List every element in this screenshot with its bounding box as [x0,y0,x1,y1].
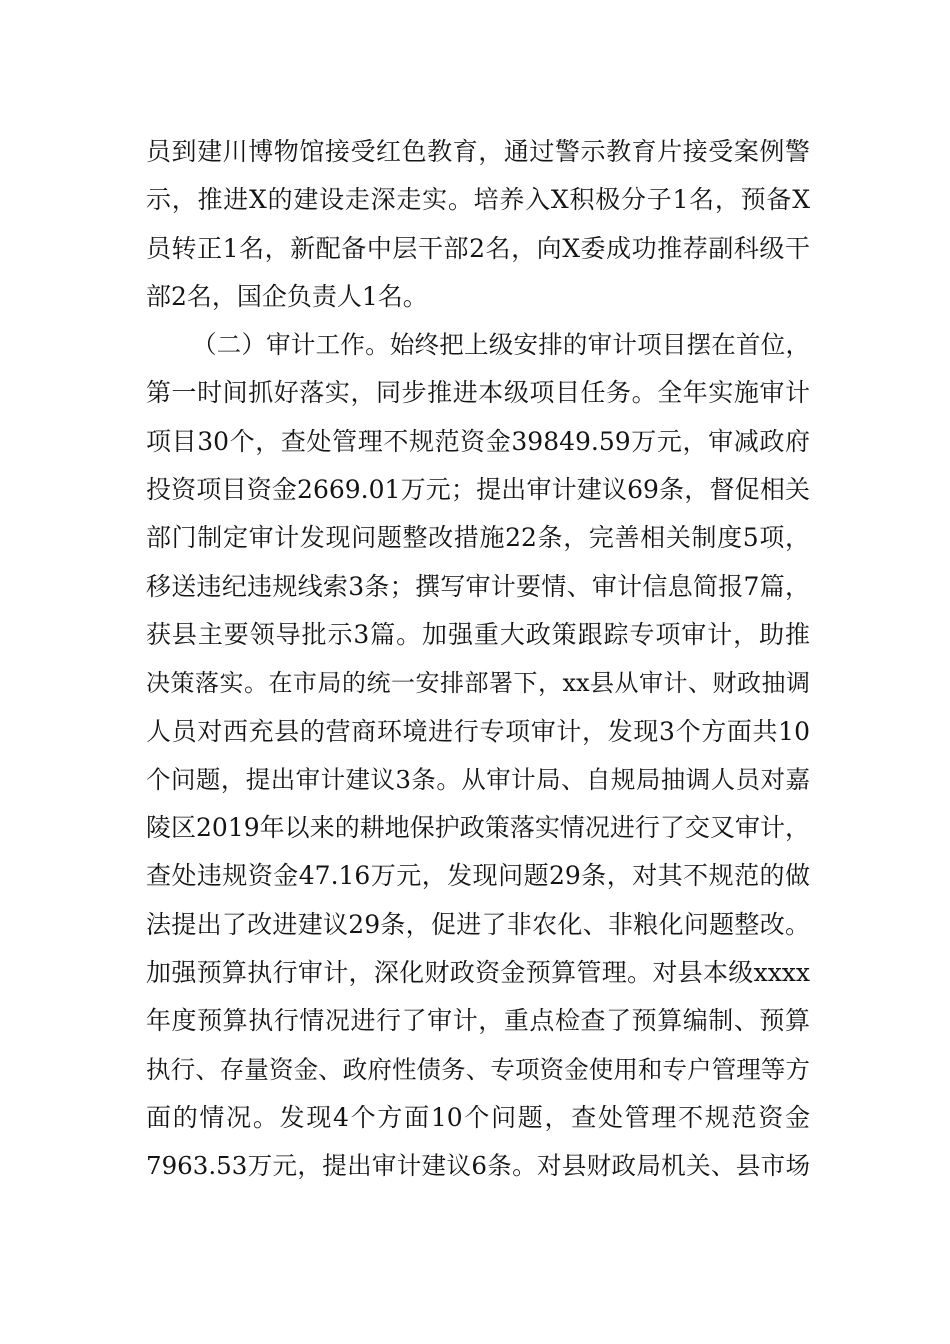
text-line: 决策落实。在市局的统一安排部署下，xx县从审计、财政抽调 [146,669,810,698]
text-line: 移送违纪违规线索3条；撰写审计要情、审计信息简报7篇， [146,571,810,601]
text-line: 7963.53万元，提出审计建议6条。对县财政局机关、县市场 [146,1151,810,1181]
text-line: 投资项目资金2669.01万元；提出审计建议69条，督促相关 [146,475,810,505]
text-line: 执行、存量资金、政府性债务、专项资金使用和专户管理等方 [146,1054,810,1084]
text-line: 加强预算执行审计，深化财政资金预算管理。对县本级xxxx [146,958,810,988]
section-heading-line: （二）审计工作。始终把上级安排的审计项目摆在首位， [192,330,810,360]
text-line: 部门制定审计发现问题整改措施22条，完善相关制度5项， [146,523,810,553]
text-line: 获县主要领导批示3篇。加强重大政策跟踪专项审计，助推 [146,619,810,649]
text-line: 员转正1名，新配备中层干部2名，向X委成功推荐副科级干 [146,233,810,263]
text-line: 个问题，提出审计建议3条。从审计局、自规局抽调人员对嘉 [146,764,810,794]
text-line: 法提出了改进建议29条，促进了非农化、非粮化问题整改。 [146,909,810,939]
text-line: 部2名，国企负责人1名。 [146,281,428,311]
text-line: 项目30个，查处管理不规范资金39849.59万元，审减政府 [146,426,810,456]
text-line: 年度预算执行情况进行了审计，重点检查了预算编制、预算 [146,1006,810,1036]
text-line: 示，推进X的建设走深走实。培养入X积极分子1名，预备X [146,185,810,215]
text-line: 员到建川博物馆接受红色教育，通过警示教育片接受案例警 [146,137,810,166]
text-line: 陵区2019年以来的耕地保护政策落实情况进行了交叉审计， [146,813,810,843]
text-line: 人员对西充县的营商环境进行专项审计，发现3个方面共10 [146,716,810,746]
text-line: 面的情况。发现4个方面10个问题，查处管理不规范资金 [146,1102,810,1132]
text-line: 查处违规资金47.16万元，发现问题29条，对其不规范的做 [146,861,810,891]
text-line: 第一时间抓好落实，同步推进本级项目任务。全年实施审计 [146,378,810,408]
body-text [146,128,810,1191]
